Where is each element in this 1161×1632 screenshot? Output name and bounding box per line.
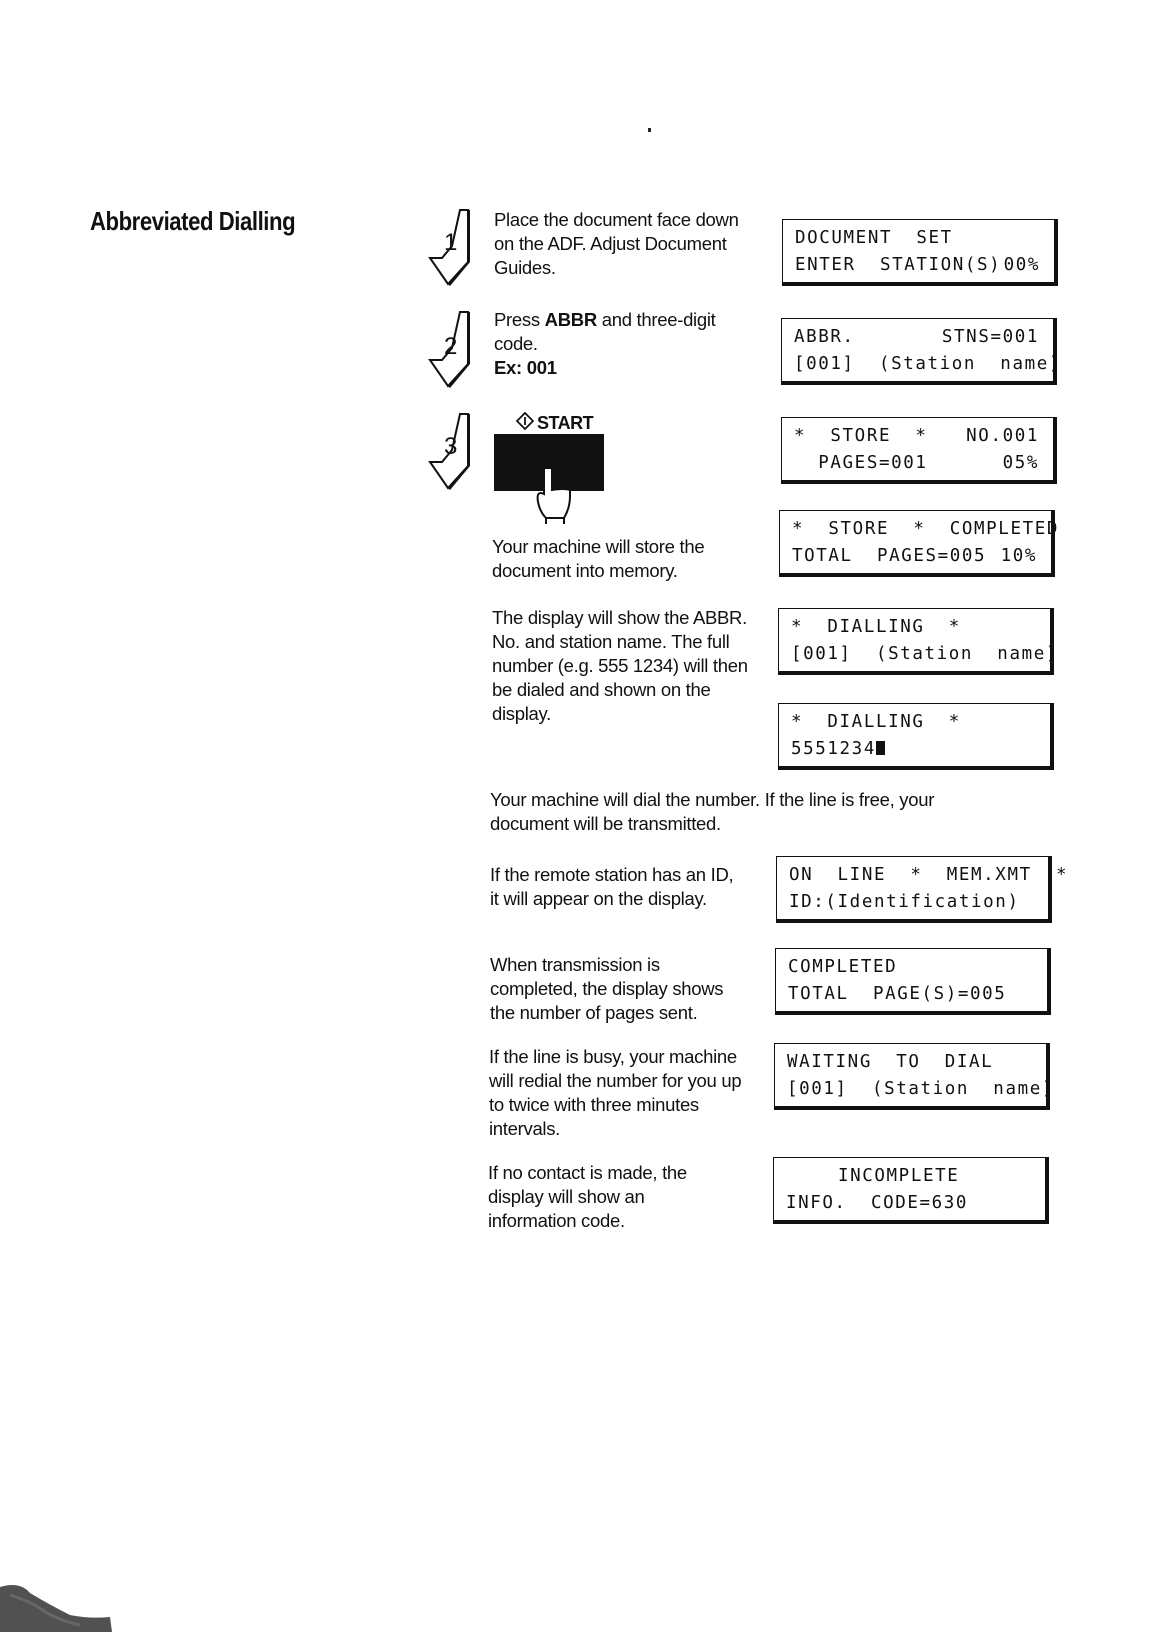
abbr-key: ABBR [544, 309, 597, 330]
lcd-waiting: WAITING TO DIAL [001] (Station name) [774, 1043, 1050, 1110]
stray-mark [648, 128, 651, 132]
scan-smudge [0, 1575, 120, 1632]
step-3-number: 3 [444, 433, 458, 460]
step-2-instruction: Press ABBR and three-digit code. [494, 309, 716, 354]
step-2-arrow-icon [428, 308, 474, 388]
remote-id-description: If the remote station has an ID, it will appear on the display. [490, 864, 734, 909]
lcd-store-completed: * STORE * COMPLETED TOTAL PAGES=005 10% [779, 510, 1055, 577]
step-1-arrow-icon [428, 206, 474, 286]
lcd-cursor [876, 741, 885, 755]
lcd-store: * STORE * NO.001 PAGES=001 05% [781, 417, 1057, 484]
busy-description: If the line is busy, your machine will redial the number for you up to twice with three minutes intervals. [489, 1046, 742, 1139]
completed-description: When transmission is completed, the display shows the number of pages sent. [490, 954, 724, 1023]
start-diamond-icon [516, 412, 534, 430]
pressing-finger-icon [530, 466, 578, 526]
store-description: Your machine will store the document into memory. [492, 536, 705, 581]
lcd-completed: COMPLETED TOTAL PAGE(S)=005 [775, 948, 1051, 1015]
start-label: START [537, 413, 594, 433]
lcd-abbr: ABBR. STNS=001 [001] (Station name) [781, 318, 1057, 385]
step-3-arrow-icon [428, 410, 474, 490]
step-2-number: 2 [444, 333, 458, 360]
lcd-dialling-station: * DIALLING * [001] (Station name) [778, 608, 1054, 675]
step-1-number: 1 [444, 229, 458, 256]
lcd-dialling-number: * DIALLING * 5551234 [778, 703, 1054, 770]
transmit-description: Your machine will dial the number. If the line is free, your document will be transmitted. [490, 789, 935, 834]
step-2-example: Ex: 001 [494, 357, 557, 378]
lcd-document-set: DOCUMENT SET ENTER STATION(S) 00% [782, 219, 1058, 286]
no-contact-description: If no contact is made, the display will show an information code. [488, 1162, 687, 1231]
page-title: Abbreviated Dialling [90, 206, 296, 236]
lcd-online: ON LINE * MEM.XMT * ID:(Identification) [776, 856, 1052, 923]
lcd-incomplete: INCOMPLETE INFO. CODE=630 [773, 1157, 1049, 1224]
dialling-description: The display will show the ABBR. No. and station name. The full number (e.g. 555 1234) will then be dialed and shown on the display. [492, 607, 748, 724]
step-1-instruction: Place the document face down on the ADF. Adjust Document Guides. [494, 209, 739, 278]
